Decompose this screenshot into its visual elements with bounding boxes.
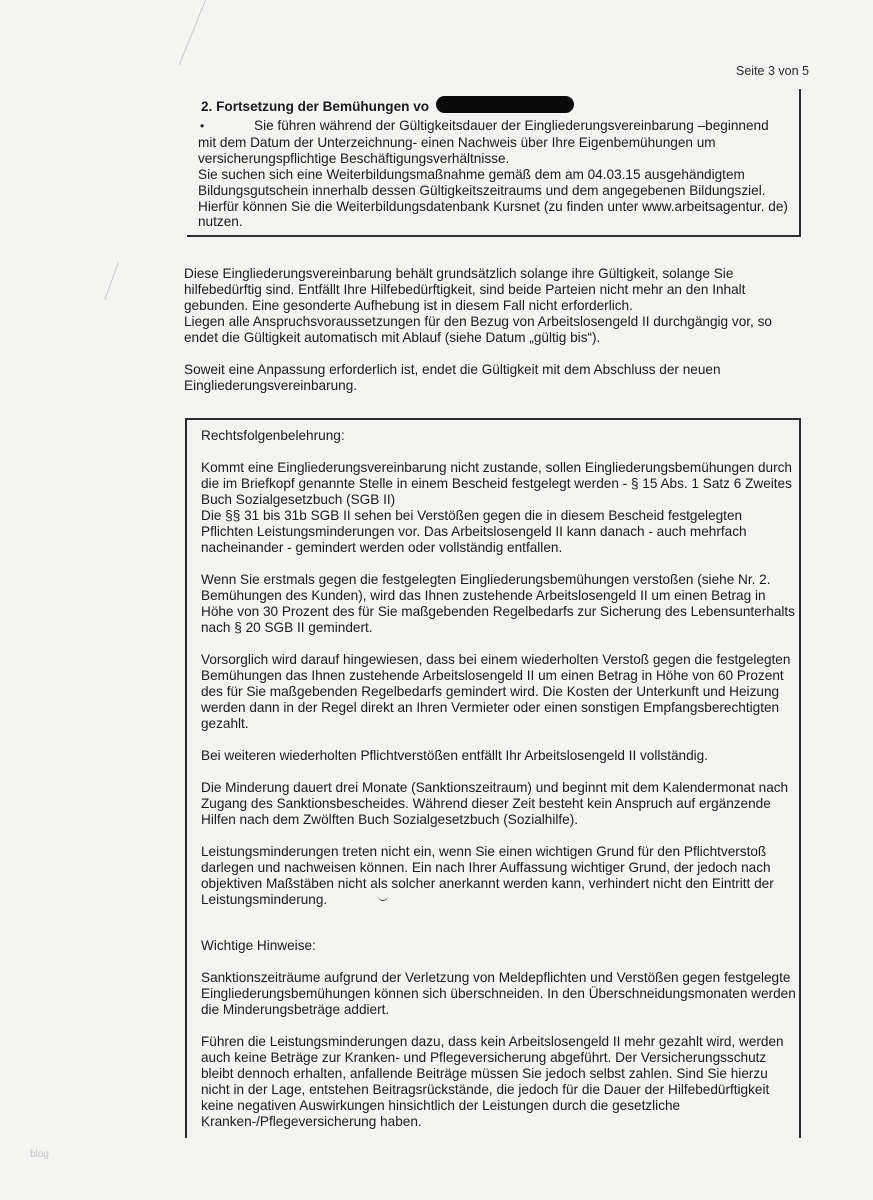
bullet-icon: •	[200, 119, 205, 133]
legal-notice-heading: Rechtsfolgenbelehrung:	[201, 428, 345, 443]
paragraph-text: Sie führen während der Gültigkeitsdauer der Eingliederungsvereinbarung –beginnend mit dem Datum der Unterzeichnung- einen Nachweis über Ihre Eigenbemühungen um versicherungspflichtige Beschäftigungsverhältnisse.	[198, 118, 769, 166]
hints-heading: Wichtige Hinweise:	[201, 938, 316, 953]
paragraph-text: Liegen alle Anspruchsvoraussetzungen für den Bezug von Arbeitslosengeld II durchgängig vor, so endet die Gültigkeit automatisch mit Ablauf (siehe Datum „gültig bis“).	[184, 314, 772, 345]
paragraph-text	[201, 460, 796, 556]
paragraph-text: Sanktionszeiträume aufgrund der Verletzung von Meldepflichten und Verstößen gegen festgelegte Eingliederungsbemühungen können sich überschneiden. In den Überschneidungsmonaten werden die Minderungsbeträge addiert.	[201, 970, 796, 1017]
paragraph-text: Wenn Sie erstmals gegen die festgelegten Eingliederungsbemühungen verstoßen (siehe Nr. 2. Bemühungen des Kunden), wird das Ihnen zustehende Arbeitslosengeld II um einen Betrag in Höhe von 30 Prozent des für Sie maßgebenden Regelbedarfs zur Sicherung des Lebensunterhalts nach § 20 SGB II gemindert.	[201, 572, 795, 635]
scan-artifact-line	[104, 262, 119, 300]
paragraph-text: Vorsorglich wird darauf hingewiesen, dass bei einem wiederholten Verstoß gegen die festgelegten Bemühungen das Ihnen zustehende Arbeitslosengeld II um einen Betrag in Höhe von 60 Prozent des für Sie maßgebenden Regelbedarfs gemindert wird. Die Kosten der Unterkunft und Heizung werden dann in der Regel direkt an Ihren Vermieter oder einen sonstigen Empfangsberechtigten gezahlt.	[201, 652, 791, 731]
section-heading: 2. Fortsetzung der Bemühungen vo	[201, 99, 430, 114]
paragraph-text: Diese Eingliederungsvereinbarung behält grundsätzlich solange ihre Gültigkeit, solange Sie hilfebedürftig sind. Entfällt Ihre Hilfebedürftigkeit, sind beide Parteien nicht mehr an den Inhalt gebunden. Eine gesonderte Aufhebung ist in diesem Fall nicht erforderlich.	[184, 266, 746, 313]
legal-notice-body	[201, 428, 796, 1146]
redaction-bar	[436, 96, 574, 113]
validity-section	[184, 266, 794, 394]
paragraph-text: Die Minderung dauert drei Monate (Sanktionszeitraum) und beginnt mit dem Kalendermonat nach Zugang des Sanktionsbescheides. Während dieser Zeit besteht kein Anspruch auf ergänzende Hilfen nach dem Zwölften Buch Sozialgesetzbuch (Sozialhilfe).	[201, 780, 789, 827]
paragraph-text: Führen die Leistungsminderungen dazu, dass kein Arbeitslosengeld II mehr gezahlt wird, werden auch keine Beträge zur Kranken- und Pflegeversicherung abgeführt. Der Versicherungsschutz bleibt dennoch erhalten, anfallende Beiträge müssen Sie jedoch selbst zahlen. Sind Sie hierzu nicht in der Lage, entstehen Beitragsrückstände, die jedoch für die Dauer der Hilfebedürftigkeit keine negativen Auswirkungen hinsichtlich der Leistungen durch die gesetzliche Kranken-/Pflegeversicherung haben.	[201, 1034, 784, 1129]
paragraph-text	[184, 266, 794, 346]
bullet-paragraph	[198, 118, 788, 167]
paragraph-text: Kommt eine Eingliederungsvereinbarung nicht zustande, sollen Eingliederungsbemühungen durch die im Briefkopf genannte Stelle in einem Bescheid festgelegt werden - § 15 Abs. 1 Satz 6 Zweites Buch Sozialgesetzbuch (SGB II)	[201, 460, 792, 507]
paragraph-text: Leistungsminderungen treten nicht ein, wenn Sie einen wichtigen Grund für den Pflichtverstoß darlegen und nachweisen können. Ein nach Ihrer Auffassung wichtiger Grund, der jedoch nach objektiven Maßstäben nicht als solcher anerkannt werden kann, verhindert nicht den Eintritt der Leistungsminderung.	[201, 844, 774, 907]
page-number: Seite 3 von 5	[736, 64, 809, 78]
watermark: blog	[30, 1149, 49, 1160]
paragraph-text: Die §§ 31 bis 31b SGB II sehen bei Verstößen gegen die in diesem Bescheid festgelegten Pflichten Leistungsminderungen vor. Das Arbeitslosengeld II kann danach - auch mehrfach nacheinander - gemindert werden oder vollständig entfallen.	[201, 508, 747, 555]
continuation-body	[198, 118, 788, 230]
paragraph-text: Soweit eine Anpassung erforderlich ist, endet die Gültigkeit mit dem Abschluss der neuen Eingliederungsvereinbarung.	[184, 362, 721, 393]
paragraph-text: Sie suchen sich eine Weiterbildungsmaßnahme gemäß dem am 04.03.15 ausgehändigtem Bildungsgutschein innerhalb dessen Gültigkeitszeitraums und dem angegebenen Bildungsziel. Hierfür können Sie die Weiterbildungsdatenbank Kursnet (zu finden unter www.arbeitsagentur. de) nutzen.	[198, 166, 788, 230]
paragraph-text: Bei weiteren wiederholten Pflichtverstößen entfällt Ihr Arbeitslosengeld II vollständig.	[201, 748, 709, 763]
scan-artifact-line	[179, 0, 206, 65]
